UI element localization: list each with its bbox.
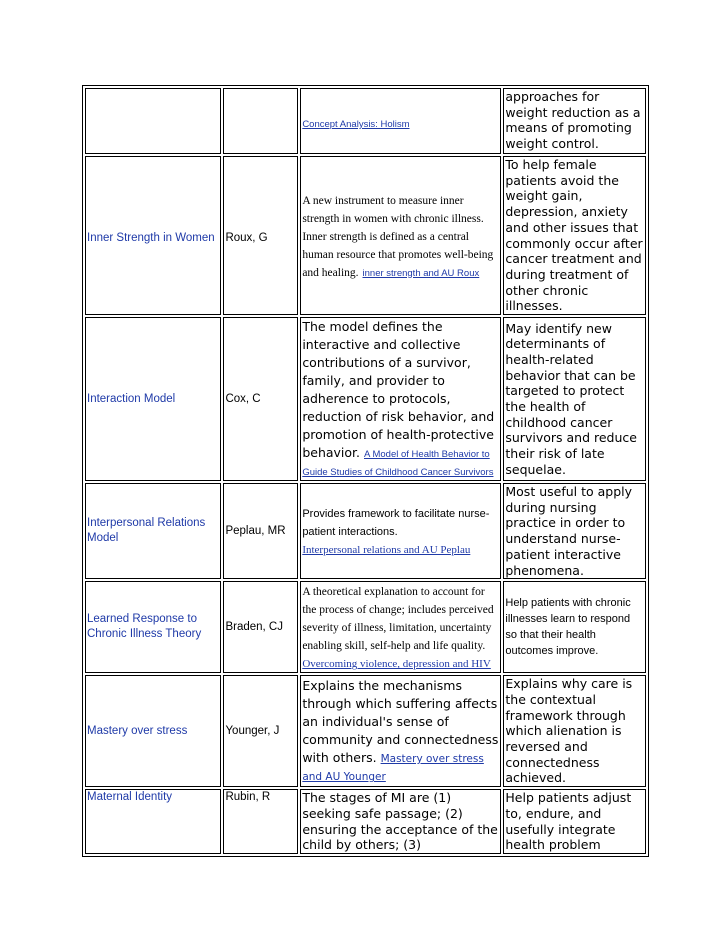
theory-link[interactable]: Interaction Model [85,317,221,481]
description-cell [300,88,501,154]
table-row [85,675,646,787]
theory-cell [85,88,221,154]
application-cell: Help patients with chronic illnesses learn to respond so that their health outcomes improve. [503,581,646,673]
author-cell: Braden, CJ [223,581,298,673]
table-row [85,789,646,854]
description-cell [300,317,501,481]
reference-link[interactable]: A Model of Health Behavior to Guide Studies of Childhood Cancer Survivors [302,449,494,479]
description-text: Provides framework to facilitate nurse-patient interactions. [302,508,490,539]
table-row [85,483,646,579]
author-cell [223,88,298,154]
description-cell [300,483,501,579]
theory-link[interactable]: Inner Strength in Women [85,156,221,315]
table-row [85,156,646,315]
application-cell: To help female patients avoid the weight gain, depression, anxiety and other issues that commonly occur after cancer treatment and during treatment of other chronic illnesses. [503,156,646,315]
reference-link[interactable]: inner strength and AU Roux [362,267,480,279]
author-cell: Younger, J [223,675,298,787]
description-text: A new instrument to measure inner strength in women with chronic illness. Inner strength is defined as a central human resource that promotes well-being and healing. [302,194,494,279]
theory-link[interactable]: Maternal Identity [85,789,221,854]
reference-link[interactable]: Mastery over stress and AU Younger [302,753,484,784]
author-cell: Peplau, MR [223,483,298,579]
description-cell: The stages of MI are (1) seeking safe passage; (2) ensuring the acceptance of the child by others; (3) [300,789,501,854]
theory-link[interactable]: Learned Response to Chronic Illness Theory [85,581,221,673]
theory-link[interactable]: Interpersonal Relations Model [85,483,221,579]
description-text: A theoretical explanation to account for the process of change; includes perceived severity of illness, limitation, uncertainty enabling skill, self-help and life quality. [302,586,494,653]
author-cell: Cox, C [223,317,298,481]
reference-link[interactable]: Concept Analysis: Holism [302,119,410,130]
description-cell [300,581,501,673]
author-cell: Roux, G [223,156,298,315]
application-cell: approaches for weight reduction as a means of promoting weight control. [503,88,646,154]
table-row [85,88,646,154]
reference-link[interactable]: Overcoming violence, depression and HIV [302,658,491,671]
application-cell: Help patients adjust to, endure, and usefully integrate health problem [503,789,646,854]
nursing-theories-table [82,85,649,857]
description-text: The model defines the interactive and collective contributions of a survivor, family, and provider to adherence to protocols, reduction of risk behavior, and promotion of health-protective behavior. [302,319,495,461]
description-cell [300,675,501,787]
application-cell: Explains why care is the contextual framework through which alienation is reversed and connectedness achieved. [503,675,646,787]
theory-link[interactable]: Mastery over stress [85,675,221,787]
application-cell: Most useful to apply during nursing practice in order to understand nurse-patient interactive phenomena. [503,483,646,579]
table-row [85,317,646,481]
reference-link[interactable]: Interpersonal relations and AU Peplau [302,544,471,557]
author-cell: Rubin, R [223,789,298,854]
description-cell [300,156,501,315]
description-text: Explains the mechanisms through which suffering affects an individual's sense of community and connectedness with others. [302,678,499,766]
application-cell: May identify new determinants of health-related behavior that can be targeted to protect the health of childhood cancer survivors and reduce their risk of late sequelae. [503,317,646,481]
table-row [85,581,646,673]
